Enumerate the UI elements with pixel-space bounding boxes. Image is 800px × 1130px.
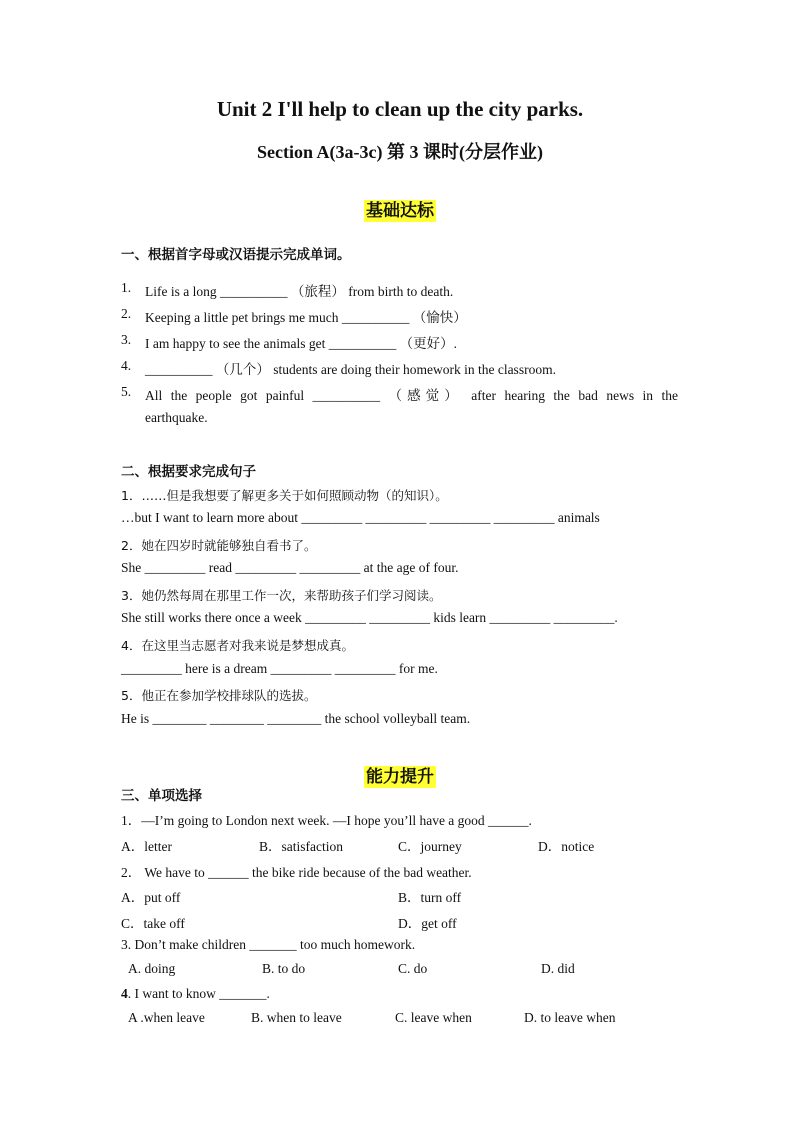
q1-stem: 1．—I’m going to London next week. —I hope you’ll have a good ______.	[121, 813, 532, 828]
part2-item-2-en: She _________ read _________ _________ at the age of four.	[121, 560, 459, 575]
q1-option-c: C．journey	[398, 839, 462, 854]
q1-option-a: A．letter	[121, 839, 172, 854]
part1-item-3: I am happy to see the animals get __________ （更好）.	[145, 336, 457, 351]
page-subtitle: Section A(3a-3c) 第 3 课时(分层作业)	[257, 142, 543, 162]
part2-item-5-cn: 5．他正在参加学校排球队的选拔。	[121, 688, 317, 703]
part1-item-4: __________ （几个） students are doing their homework in the classroom.	[145, 362, 556, 377]
page-title: Unit 2 I'll help to clean up the city parks.	[216, 97, 584, 121]
part2-item-3-en: She still works there once a week _________ _________ kids learn _________ _________.	[121, 610, 618, 625]
q2-option-a: A．put off	[121, 890, 181, 905]
part1-item-2: Keeping a little pet brings me much __________ （愉快）	[145, 310, 467, 325]
basic-banner	[0, 196, 800, 221]
q2-option-b: B．turn off	[398, 890, 462, 905]
part2-item-4-cn: 4．在这里当志愿者对我来说是梦想成真。	[121, 638, 354, 653]
q3-option-d: D. did	[541, 961, 575, 976]
q4-stem-wrap	[121, 986, 270, 1002]
q2-option-d: D．get off	[398, 916, 457, 931]
q4-option-b: B. when to leave	[251, 1010, 342, 1025]
part1-item-1: Life is a long __________ （旅程） from birth to death.	[145, 284, 454, 299]
part1-item-2-num: 2.	[121, 306, 132, 321]
q4-option-a: A .when leave	[128, 1010, 205, 1025]
part1-item-5-cont: earthquake.	[145, 410, 208, 425]
basic-banner-text: 基础达标	[366, 201, 434, 221]
part1-item-1-num: 1.	[121, 280, 132, 295]
q3-option-b: B. to do	[262, 961, 306, 976]
part2-item-5-en: He is ________ ________ ________ the school volleyball team.	[121, 711, 471, 726]
q4-option-c: C. leave when	[395, 1010, 472, 1025]
part2-heading: 二、根据要求完成句子	[121, 464, 256, 480]
part1-item-5-num: 5.	[121, 384, 132, 399]
q2-option-c: C．take off	[121, 916, 185, 931]
part1-item-5: All the people got painful __________ （感觉） after hearing the bad news in the	[145, 388, 678, 403]
q4-number: 4	[121, 986, 128, 1001]
part1-heading: 一、根据首字母或汉语提示完成单词。	[121, 247, 351, 263]
part3-heading: 三、单项选择	[121, 788, 202, 804]
q3-option-a: A. doing	[128, 961, 176, 976]
q3-stem: 3. Don’t make children _______ too much homework.	[121, 937, 416, 952]
q1-option-d: D．notice	[538, 839, 595, 854]
q1-option-b: B．satisfaction	[259, 839, 343, 854]
part2-item-2-cn: 2．她在四岁时就能够独自看书了。	[121, 538, 317, 553]
part2-item-3-cn: 3．她仍然每周在那里工作一次，来帮助孩子们学习阅读。	[121, 588, 442, 603]
advanced-banner-text: 能力提升	[366, 767, 434, 787]
q2-stem: 2． We have to ______ the bike ride because of the bad weather.	[121, 865, 472, 880]
part1-item-4-num: 4.	[121, 358, 132, 373]
q3-option-c: C. do	[398, 961, 428, 976]
q4-option-d: D. to leave when	[524, 1010, 616, 1025]
advanced-banner	[0, 762, 800, 787]
q4-stem: . I want to know _______.	[127, 986, 270, 1001]
part2-item-1-en: …but I want to learn more about _________ _________ _________ _________ animals	[121, 510, 600, 525]
part2-item-1-cn: 1．……但是我想要了解更多关于如何照顾动物（的知识）。	[121, 488, 448, 503]
part2-item-4-en: _________ here is a dream _________ _________ for me.	[121, 661, 438, 676]
part1-item-3-num: 3.	[121, 332, 132, 347]
